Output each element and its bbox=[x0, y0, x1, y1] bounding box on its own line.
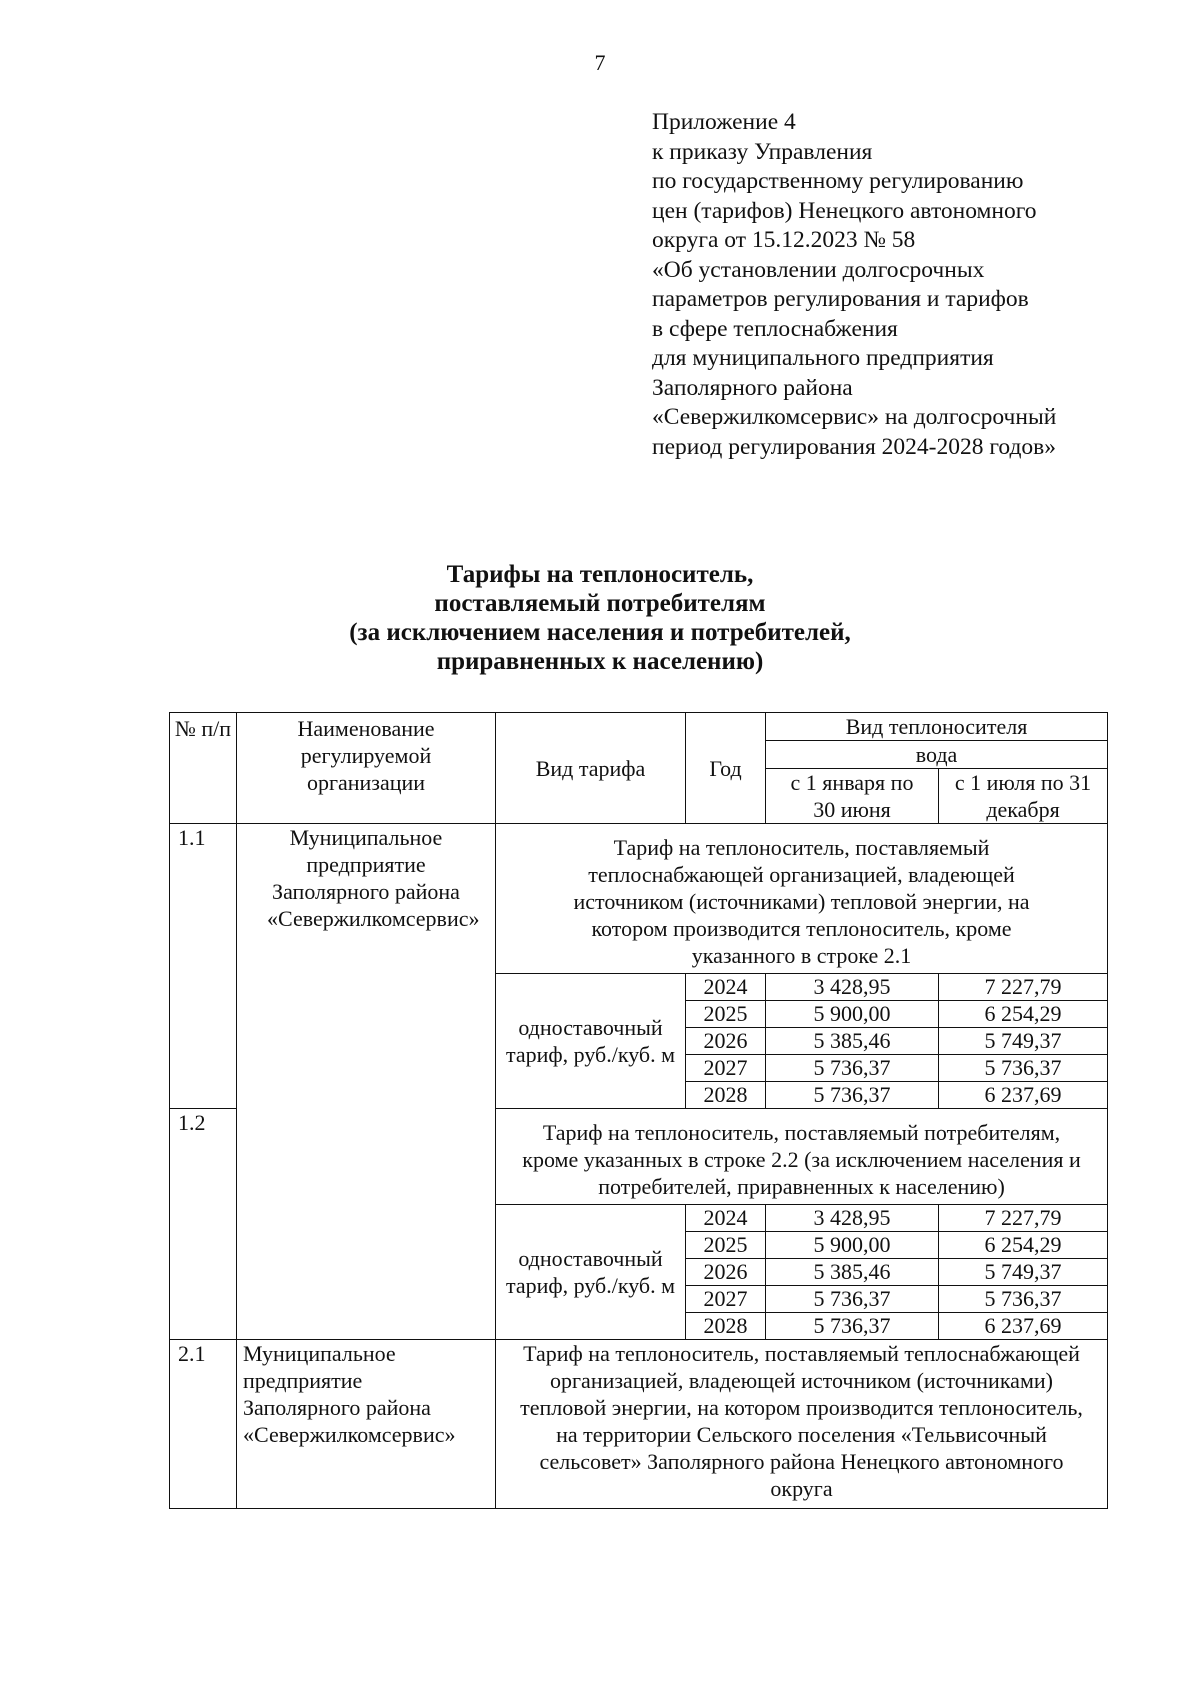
year-cell: 2028 bbox=[686, 1082, 766, 1109]
appendix-line: период регулирования 2024-2028 годов» bbox=[652, 433, 1057, 460]
value-h1: 5 900,00 bbox=[766, 1001, 939, 1028]
tariff-table bbox=[169, 712, 1108, 1509]
value-h1: 5 385,46 bbox=[766, 1259, 939, 1286]
page-number: 7 bbox=[594, 50, 606, 75]
value-h1: 5 736,37 bbox=[766, 1082, 939, 1109]
appendix-line: для муниципального предприятия bbox=[652, 345, 994, 371]
row-description: Тариф на теплоноситель, поставляемый потребителям, кроме указанных в строке 2.2 (за исключением населения и потребителей, приравненных к населению) bbox=[496, 1109, 1108, 1205]
table-row bbox=[170, 824, 1108, 974]
header-period-2: с 1 июля по 31 декабря bbox=[939, 769, 1108, 824]
value-h2: 6 254,29 bbox=[939, 1001, 1108, 1028]
appendix-line: Заполярного района bbox=[652, 374, 853, 401]
appendix-line: параметров регулирования и тарифов bbox=[652, 286, 1029, 312]
header-tariff-type: Вид тарифа bbox=[496, 713, 686, 824]
row-number: 2.1 bbox=[170, 1340, 237, 1509]
header-carrier: вода bbox=[766, 741, 1108, 769]
document-title bbox=[0, 560, 1200, 676]
row-organization: Муниципальное предприятие Заполярного района «Севержилкомсервис» bbox=[237, 824, 496, 1340]
row-organization: Муниципальное предприятие Заполярного района «Севержилкомсервис» bbox=[237, 1340, 496, 1509]
header-row bbox=[170, 713, 1108, 741]
row-description: Тариф на теплоноситель, поставляемый теплоснабжающей организацией, владеющей источником (источниками) тепловой энергии, на котором производится теплоноситель, кроме указанного в строке 2.1 bbox=[496, 824, 1108, 974]
appendix-line: «Об установлении долгосрочных bbox=[652, 256, 985, 283]
value-h2: 6 237,69 bbox=[939, 1082, 1108, 1109]
appendix-block bbox=[652, 108, 1172, 462]
appendix-line: округа от 15.12.2023 № 58 bbox=[652, 227, 916, 253]
row-number: 1.2 bbox=[170, 1109, 237, 1340]
appendix-line: «Севержилкомсервис» на долгосрочный bbox=[652, 404, 1057, 430]
row-description: Тариф на теплоноситель, поставляемый теплоснабжающей организацией, владеющей источником (источниками) тепловой энергии, на котором производится теплоноситель, на территории Сельского поселения «Тельвисочный сельсовет» Заполярного района Ненецкого автономного округа bbox=[496, 1340, 1108, 1509]
year-cell: 2024 bbox=[686, 974, 766, 1001]
value-h2: 5 736,37 bbox=[939, 1286, 1108, 1313]
year-cell: 2028 bbox=[686, 1313, 766, 1340]
header-carrier-type: Вид теплоносителя bbox=[766, 713, 1108, 741]
appendix-line: по государственному регулированию bbox=[652, 168, 1024, 194]
value-h2: 5 736,37 bbox=[939, 1055, 1108, 1082]
year-cell: 2025 bbox=[686, 1001, 766, 1028]
value-h1: 5 736,37 bbox=[766, 1055, 939, 1082]
value-h2: 7 227,79 bbox=[939, 1205, 1108, 1232]
value-h1: 5 736,37 bbox=[766, 1286, 939, 1313]
header-year: Год bbox=[686, 713, 766, 824]
year-cell: 2027 bbox=[686, 1055, 766, 1082]
header-period-1: с 1 января по 30 июня bbox=[766, 769, 939, 824]
row-number: 1.1 bbox=[170, 824, 237, 1109]
appendix-line: Приложение 4 bbox=[652, 109, 796, 135]
value-h1: 5 900,00 bbox=[766, 1232, 939, 1259]
value-h2: 5 749,37 bbox=[939, 1259, 1108, 1286]
value-h2: 5 749,37 bbox=[939, 1028, 1108, 1055]
header-num: № п/п bbox=[170, 713, 237, 824]
table-row bbox=[170, 1340, 1108, 1509]
title-line: приравненных к населению) bbox=[436, 648, 764, 675]
appendix-line: к приказу Управления bbox=[652, 138, 873, 165]
title-line: поставляемый потребителям bbox=[434, 590, 766, 617]
value-h1: 5 736,37 bbox=[766, 1313, 939, 1340]
value-h2: 7 227,79 bbox=[939, 974, 1108, 1001]
year-cell: 2026 bbox=[686, 1028, 766, 1055]
header-org: Наименование регулируемой организации bbox=[237, 713, 496, 824]
year-cell: 2025 bbox=[686, 1232, 766, 1259]
appendix-line: в сфере теплоснабжения bbox=[652, 315, 898, 342]
year-cell: 2026 bbox=[686, 1259, 766, 1286]
appendix-line: цен (тарифов) Ненецкого автономного bbox=[652, 197, 1037, 224]
title-line: Тарифы на теплоноситель, bbox=[446, 561, 754, 588]
value-h1: 5 385,46 bbox=[766, 1028, 939, 1055]
year-cell: 2027 bbox=[686, 1286, 766, 1313]
value-h2: 6 254,29 bbox=[939, 1232, 1108, 1259]
value-h2: 6 237,69 bbox=[939, 1313, 1108, 1340]
row-tariff-type: одноставочный тариф, руб./куб. м bbox=[496, 974, 686, 1109]
value-h1: 3 428,95 bbox=[766, 1205, 939, 1232]
year-cell: 2024 bbox=[686, 1205, 766, 1232]
title-line: (за исключением населения и потребителей, bbox=[349, 619, 851, 646]
row-tariff-type: одноставочный тариф, руб./куб. м bbox=[496, 1205, 686, 1340]
value-h1: 3 428,95 bbox=[766, 974, 939, 1001]
